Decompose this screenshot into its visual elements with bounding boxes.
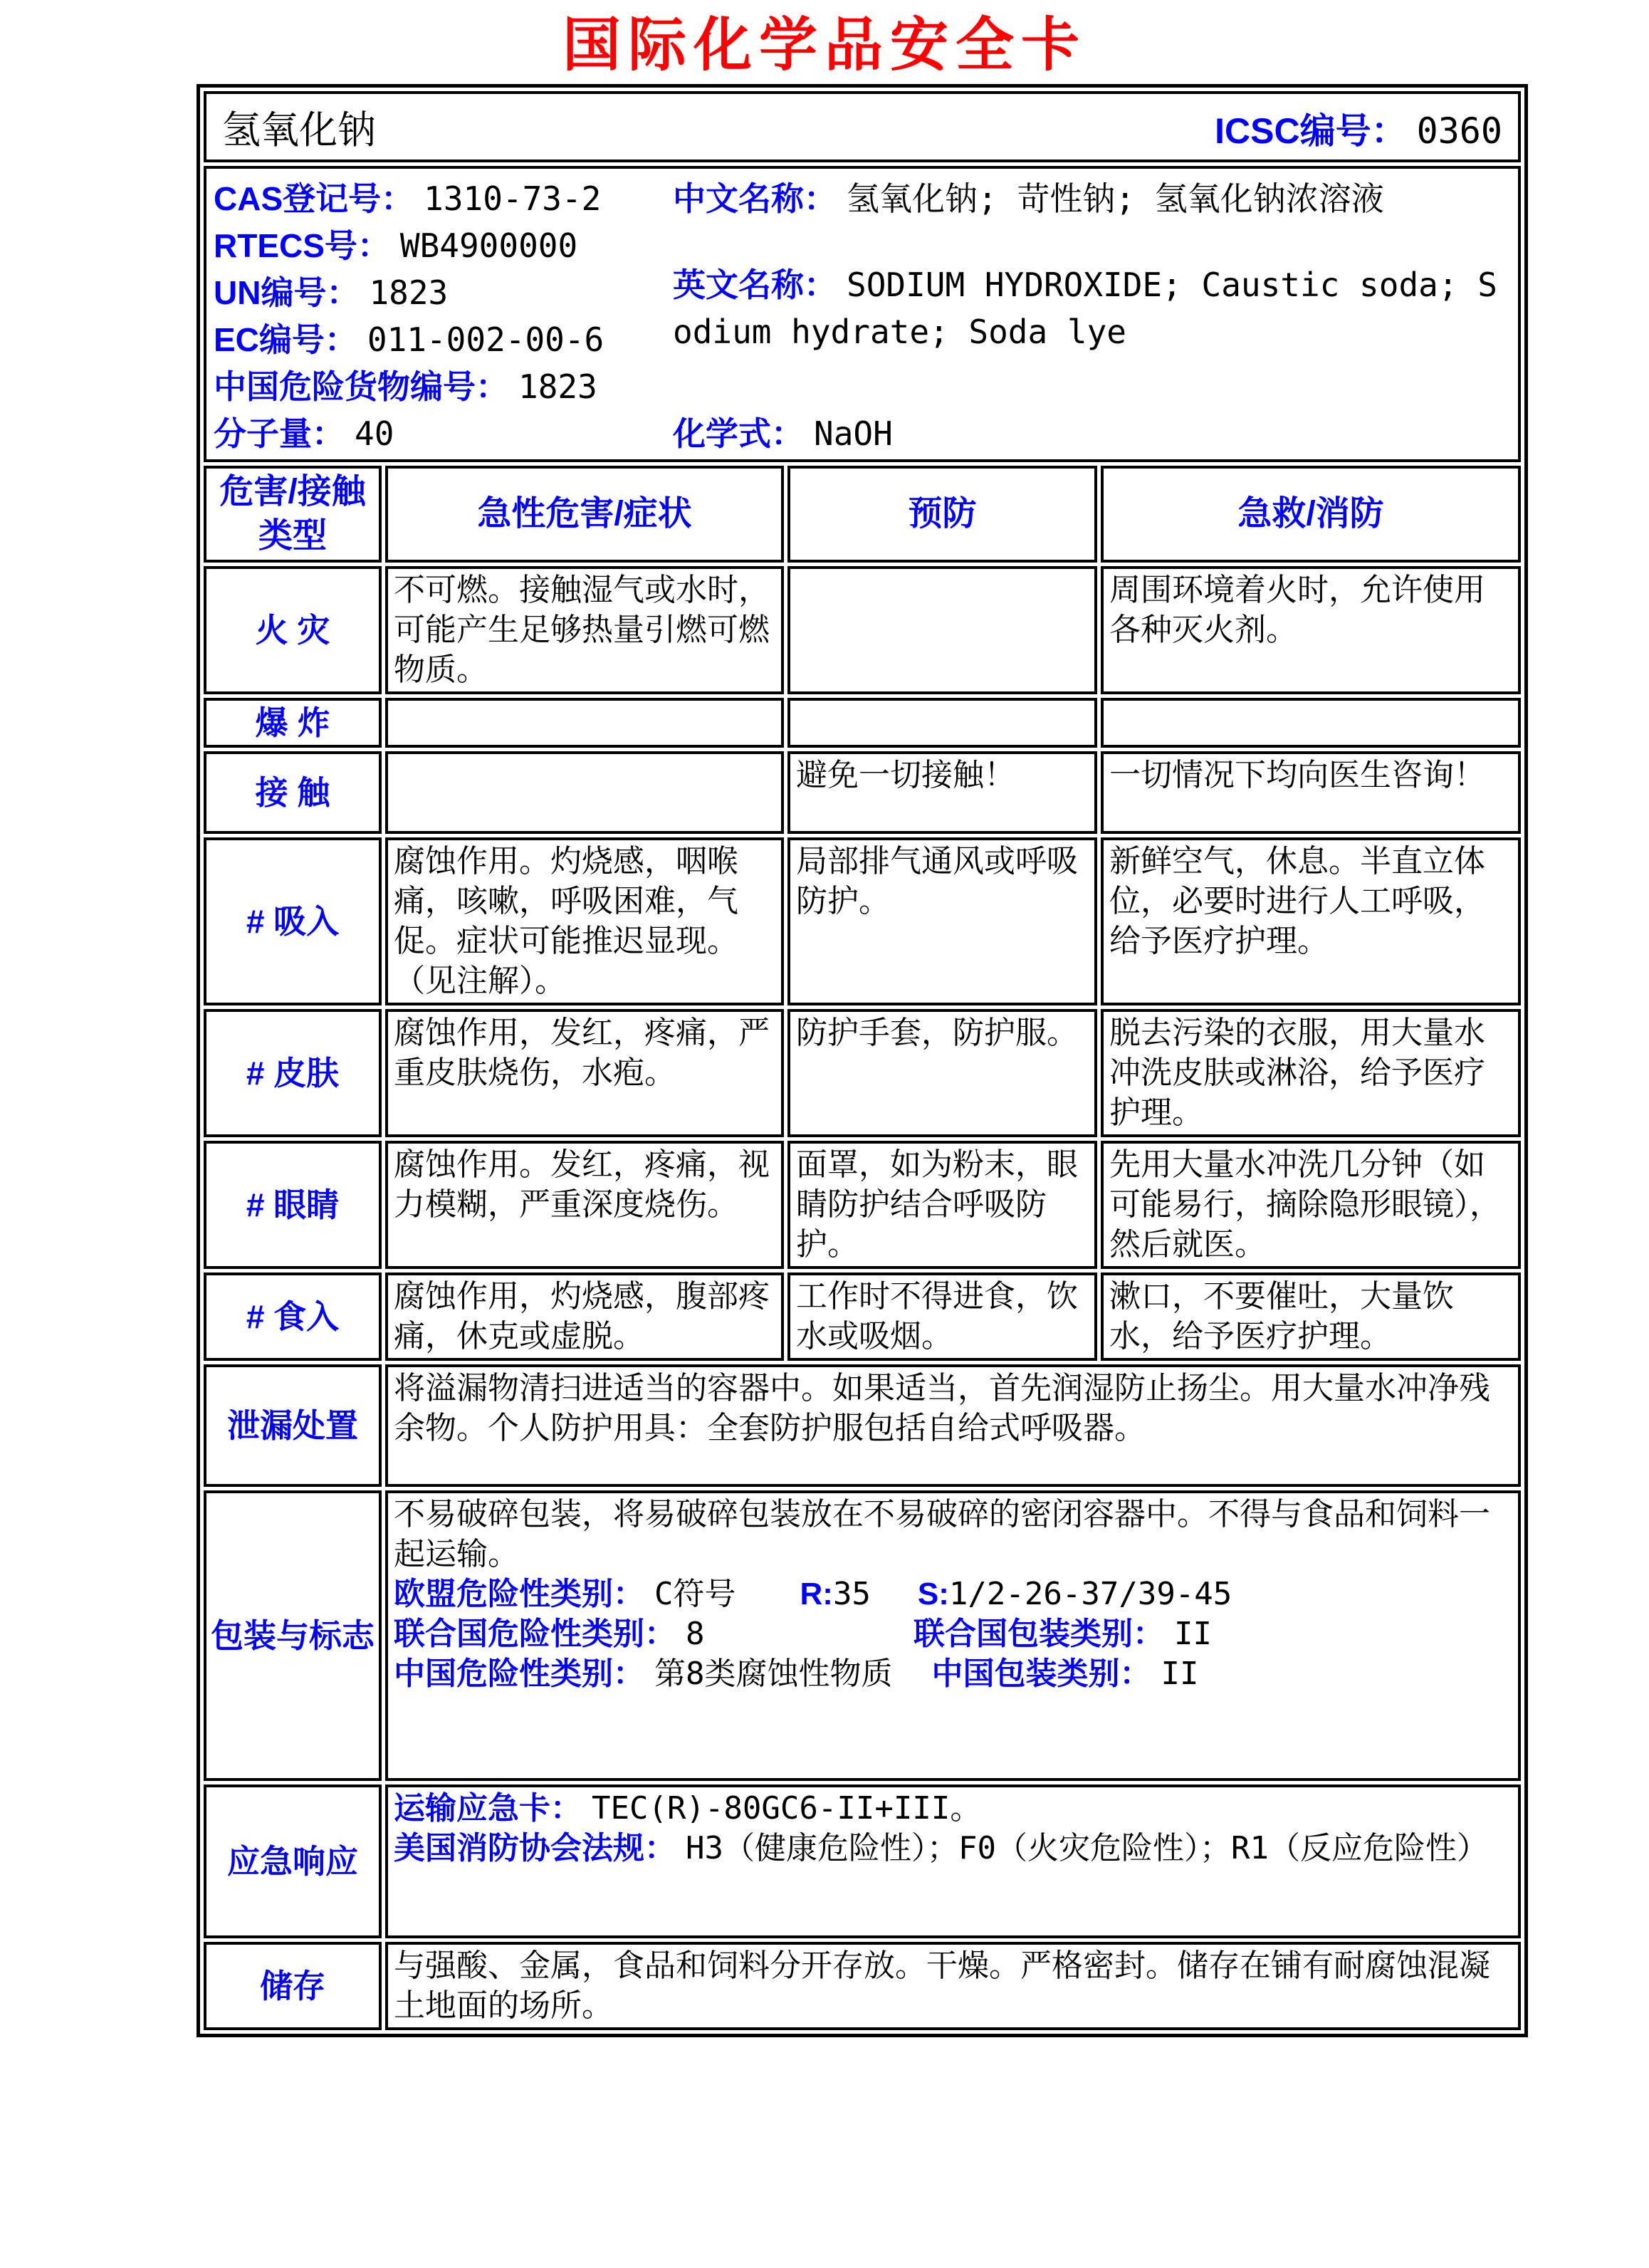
english-name: 英文名称： SODIUM HYDROXIDE; Caustic soda; Sodium hydrate; Soda lye [673, 266, 1497, 351]
row-label-fire: 火 灾 [204, 566, 382, 694]
china-dangerous-goods-number: 中国危险货物编号： 1823 [214, 367, 597, 406]
header-symptoms: 急性危害/症状 [385, 466, 784, 563]
identifiers-right [673, 173, 1511, 455]
packaging-eu-line: 欧盟危险性类别： C符号 R:35 S:1/2-26-37/39-45 [394, 1576, 1232, 1612]
contact-symptoms [385, 751, 784, 834]
inhalation-symptoms: 腐蚀作用。灼烧感，咽喉痛，咳嗽，呼吸困难，气促。症状可能推迟显现。（见注解）。 [385, 837, 784, 1005]
header-prevention: 预防 [787, 466, 1097, 563]
skin-symptoms: 腐蚀作用，发红，疼痛，严重皮肤烧伤，水疱。 [385, 1009, 784, 1137]
table-row-spill-disposal [204, 1364, 1521, 1487]
row-label-storage: 储存 [204, 1942, 382, 2030]
row-label-packaging: 包装与标志 [204, 1490, 382, 1781]
eyes-first-aid: 先用大量水冲洗几分钟（如可能易行，摘除隐形眼镜），然后就医。 [1101, 1141, 1521, 1269]
table-row-skin [204, 1009, 1521, 1137]
table-row-packaging [204, 1490, 1521, 1781]
table-row-ingestion [204, 1273, 1521, 1361]
ingestion-symptoms: 腐蚀作用，灼烧感，腹部疼痛，休克或虚脱。 [385, 1273, 784, 1361]
namebar [222, 100, 1502, 155]
ingestion-prevention: 工作时不得进食，饮水或吸烟。 [787, 1273, 1097, 1361]
header-first-aid: 急救/消防 [1101, 466, 1521, 563]
s-phrase-value: 1/2-26-37/39-45 [948, 1576, 1232, 1612]
fire-prevention [787, 566, 1097, 694]
table-row-explosion [204, 698, 1521, 748]
identifiers-block [214, 173, 1511, 455]
table-row-contact [204, 751, 1521, 834]
packaging-cn-line: 中国危险性类别： 第8类腐蚀性物质 中国包装类别： II [394, 1656, 1199, 1692]
page-title: 国际化学品安全卡 [562, 13, 1087, 78]
cas-number: CAS登记号： 1310-73-2 [214, 179, 602, 218]
r-phrase-value: 35 [832, 1576, 871, 1612]
identifiers-left [214, 173, 673, 455]
row-label-skin: # 皮肤 [204, 1009, 382, 1137]
un-number: UN编号： 1823 [214, 273, 449, 312]
rtecs-number: RTECS号： WB4900000 [214, 226, 578, 265]
storage-text: 与强酸、金属，食品和饲料分开存放。干燥。严格密封。储存在铺有耐腐蚀混凝土地面的场所。 [385, 1942, 1521, 2030]
nfpa-code: 美国消防协会法规： H3（健康危险性）；F0（火灾危险性）；R1（反应危险性） [394, 1830, 1488, 1866]
fire-first-aid: 周围环境着火时，允许使用各种灭火剂。 [1101, 566, 1521, 694]
row-label-inhalation: # 吸入 [204, 837, 382, 1005]
table-row-fire [204, 566, 1521, 694]
row-label-explosion: 爆 炸 [204, 698, 382, 748]
explosion-symptoms [385, 698, 784, 748]
chinese-name: 中文名称： 氢氧化钠; 苛性钠; 氢氧化钠浓溶液 [673, 179, 1384, 218]
header-hazard-type: 危害/接触类型 [204, 466, 382, 563]
spill-disposal-text: 将溢漏物清扫进适当的容器中。如果适当，首先润湿防止扬尘。用大量水冲净残余物。个人防护用具：全套防护服包括自给式呼吸器。 [385, 1364, 1521, 1487]
contact-first-aid: 一切情况下均向医生咨询！ [1101, 751, 1521, 834]
row-label-contact: 接 触 [204, 751, 382, 834]
substance-header-row [204, 91, 1521, 162]
packaging-un-line: 联合国危险性类别： 8 联合国包装类别： II [394, 1616, 1212, 1652]
table-row-emergency-response [204, 1784, 1521, 1938]
contact-prevention: 避免一切接触！ [787, 751, 1097, 834]
r-phrase-label: R: [800, 1577, 833, 1611]
fire-symptoms: 不可燃。接触湿气或水时，可能产生足够热量引燃可燃物质。 [385, 566, 784, 694]
substance-name: 氢氧化钠 [222, 107, 376, 152]
molecular-weight: 分子量： 40 [214, 414, 394, 453]
transport-emergency-card: 运输应急卡： TEC(R)-80GC6-II+III。 [394, 1790, 982, 1827]
eyes-prevention: 面罩，如为粉末，眼睛防护结合呼吸防护。 [787, 1141, 1097, 1269]
chemical-formula: 化学式： NaOH [673, 414, 893, 453]
packaging-transport-note: 不易破碎包装，将易破碎包装放在不易破碎的密闭容器中。不得与食品和饲料一起运输。 [394, 1496, 1490, 1572]
explosion-first-aid [1101, 698, 1521, 748]
icsc-number [1215, 103, 1502, 154]
skin-prevention: 防护手套，防护服。 [787, 1009, 1097, 1137]
row-label-eyes: # 眼睛 [204, 1141, 382, 1269]
row-label-ingestion: # 食入 [204, 1273, 382, 1361]
ingestion-first-aid: 漱口，不要催吐，大量饮水，给予医疗护理。 [1101, 1273, 1521, 1361]
eyes-symptoms: 腐蚀作用。发红，疼痛，视力模糊，严重深度烧伤。 [385, 1141, 784, 1269]
s-phrase-label: S: [917, 1577, 949, 1611]
emergency-response-content [385, 1784, 1521, 1938]
row-label-spill-disposal: 泄漏处置 [204, 1364, 382, 1487]
skin-first-aid: 脱去污染的衣服，用大量水冲洗皮肤或淋浴，给予医疗护理。 [1101, 1009, 1521, 1137]
icsc-number-value: 0360 [1416, 110, 1503, 152]
hazard-header-row [204, 466, 1521, 563]
packaging-content [385, 1490, 1521, 1781]
ec-number: EC编号： 011-002-00-6 [214, 320, 604, 359]
explosion-prevention [787, 698, 1097, 748]
table-row-eyes [204, 1141, 1521, 1269]
inhalation-prevention: 局部排气通风或呼吸防护。 [787, 837, 1097, 1005]
icsc-number-label: ICSC编号： [1215, 110, 1407, 151]
table-row-storage [204, 1942, 1521, 2030]
inhalation-first-aid: 新鲜空气，休息。半直立体位，必要时进行人工呼吸，给予医疗护理。 [1101, 837, 1521, 1005]
identifiers-row [204, 166, 1521, 462]
table-row-inhalation [204, 837, 1521, 1005]
icsc-card-table [197, 84, 1528, 2037]
row-label-emergency-response: 应急响应 [204, 1784, 382, 1938]
